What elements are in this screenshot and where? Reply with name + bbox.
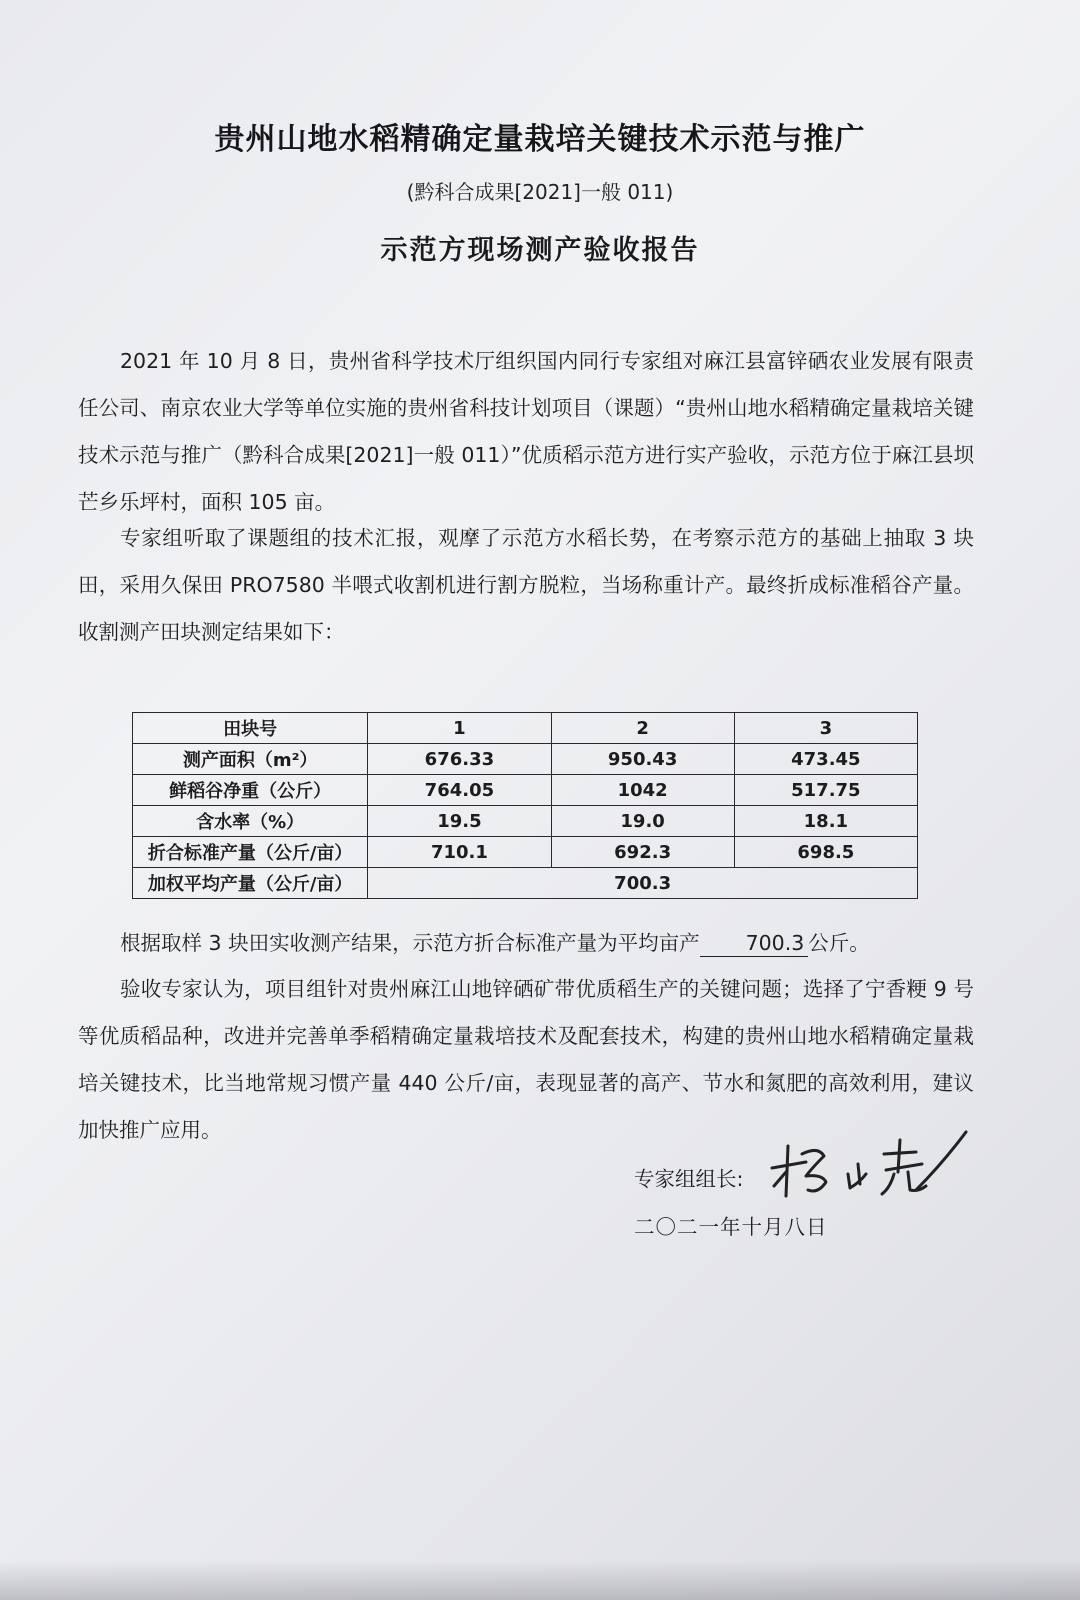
row-label: 折合标准产量（公斤/亩） xyxy=(133,837,368,868)
table-row xyxy=(133,837,918,868)
table-cell: 19.0 xyxy=(551,806,734,837)
report-title: 示范方现场测产验收报告 xyxy=(380,235,700,266)
table-cell: 1042 xyxy=(551,775,734,806)
weighted-average-cell: 700.3 xyxy=(368,868,918,899)
table-header-cell: 田块号 xyxy=(133,713,368,744)
row-label: 含水率（%） xyxy=(133,806,368,837)
table-cell: 18.1 xyxy=(734,806,917,837)
table-row xyxy=(133,744,918,775)
table-header-cell: 1 xyxy=(368,713,551,744)
paragraph-intro: 2021 年 10 月 8 日，贵州省科学技术厅组织国内同行专家组对麻江县富锌硒农业发展有限责任公司、南京农业大学等单位实施的贵州省科技计划项目（课题）“贵州山地水稻精确定量栽培关键技术示范与推广（黔科合成果[2021]一般 011）”优质稻示范方进行实产验收，示范方位于麻江县坝芒乡乐坪村，面积 105 亩。 xyxy=(78,349,974,514)
document-title: 贵州山地水稻精确定量栽培关键技术示范与推广 xyxy=(214,122,866,157)
table-header-row xyxy=(133,713,918,744)
table-summary-row xyxy=(133,868,918,899)
photo-edge-shadow xyxy=(0,1560,1080,1600)
table-cell: 19.5 xyxy=(368,806,551,837)
paragraph-conclusion: 验收专家认为，项目组针对贵州麻江山地锌硒矿带优质稻生产的关键问题；选择了宁香粳 9 号等优质稻品种，改进并完善单季稻精确定量栽培技术及配套技术，构建的贵州山地水稻精确定量栽培关键技术，比当地常规习惯产量 440 公斤/亩，表现显著的高产、节水和氮肥的高效利用，建议加快推广应用。 xyxy=(78,977,974,1142)
table-header-cell: 3 xyxy=(734,713,917,744)
paragraph-result xyxy=(78,920,974,967)
result-value: 700.3 xyxy=(700,930,809,957)
yield-table xyxy=(132,712,918,899)
table-cell: 950.43 xyxy=(551,744,734,775)
table-cell: 764.05 xyxy=(368,775,551,806)
table-cell: 710.1 xyxy=(368,837,551,868)
signature-date: 二〇二一年十月八日 xyxy=(634,1215,828,1239)
table-row xyxy=(133,775,918,806)
paragraph-method: 专家组听取了课题组的技术汇报，观摩了示范方水稻长势，在考察示范方的基础上抽取 3 块田，采用久保田 PRO7580 半喂式收割机进行割方脱粒，当场称重计产。最终折成标准稻谷产量。收割测产田块测定结果如下： xyxy=(78,526,974,644)
signature-label: 专家组组长: xyxy=(634,1167,744,1191)
row-label: 鲜稻谷净重（公斤） xyxy=(133,775,368,806)
table-row xyxy=(133,806,918,837)
table-cell: 517.75 xyxy=(734,775,917,806)
table-header-cell: 2 xyxy=(551,713,734,744)
result-prefix: 根据取样 3 块田实收测产结果，示范方折合标准产量为平均亩产 xyxy=(120,931,700,955)
table-cell: 676.33 xyxy=(368,744,551,775)
table-cell: 698.5 xyxy=(734,837,917,868)
table-cell: 473.45 xyxy=(734,744,917,775)
project-code: (黔科合成果[2021]一般 011) xyxy=(406,180,674,204)
row-label: 加权平均产量（公斤/亩） xyxy=(133,868,368,899)
row-label: 测产面积（m²） xyxy=(133,744,368,775)
handwritten-signature xyxy=(766,1124,976,1204)
table-cell: 692.3 xyxy=(551,837,734,868)
result-suffix: 公斤。 xyxy=(808,931,870,955)
